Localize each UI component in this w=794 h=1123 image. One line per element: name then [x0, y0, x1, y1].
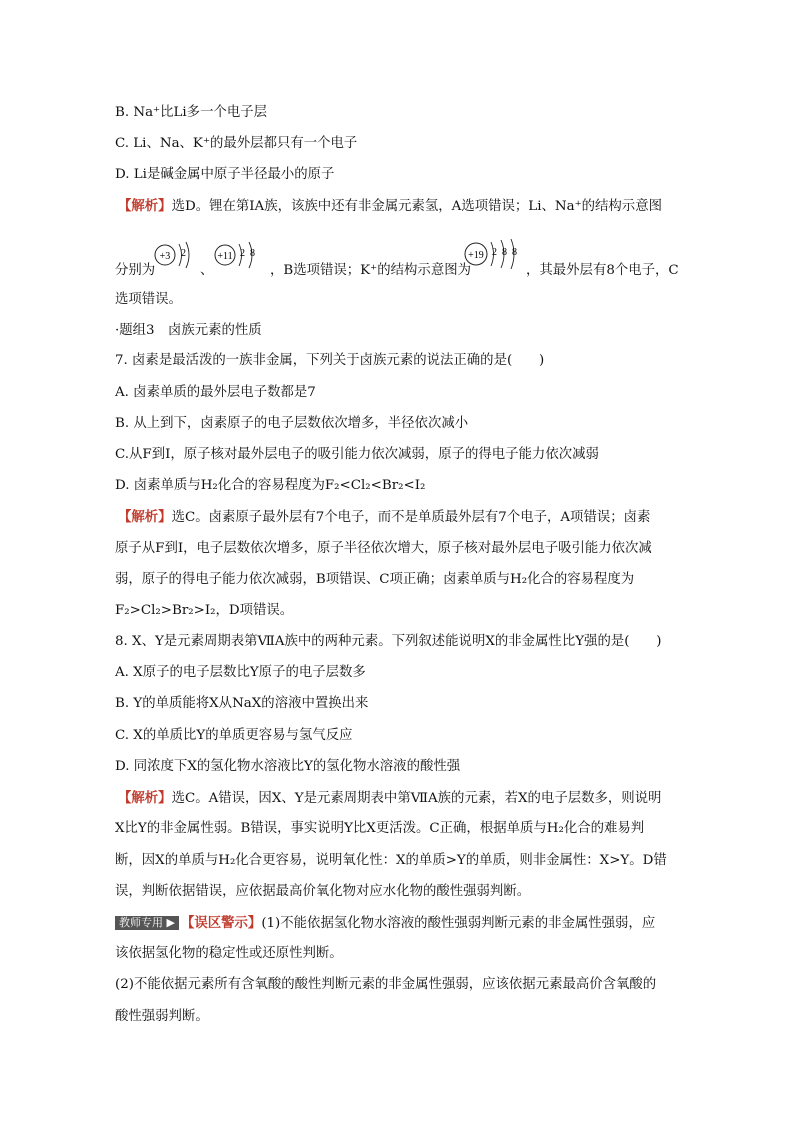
q8-analysis-line-4: 误，判断依据错误，应依据最高价氧化物对应水化物的酸性强弱判断。 [115, 884, 531, 899]
teacher-note-line-1 [115, 914, 655, 933]
svg-text:+3: +3 [159, 251, 171, 262]
play-icon: ▶ [166, 916, 175, 929]
q6-analysis-sep: 、 [200, 263, 214, 278]
q7-option-a: A. 卤素单质的最外层电子数都是7 [115, 385, 316, 400]
li-atom-structure-diagram [152, 238, 200, 272]
group-3-title: ·题组3 卤族元素的性质 [115, 323, 262, 338]
q8-analysis-line-1 [118, 789, 661, 808]
q7-analysis-line-4: F₂>Cl₂>Br₂>I₂，D项错误。 [115, 603, 294, 618]
svg-text:+11: +11 [217, 251, 233, 262]
q6-analysis-line-1 [118, 197, 662, 216]
q6-option-c: C. Li、Na、K⁺的最外层都只有一个电子 [115, 136, 358, 151]
q8-option-b: B. Y的单质能将X从NaX的溶液中置换出来 [115, 696, 369, 711]
na-ion-structure-diagram [212, 238, 268, 272]
analysis-text: 选D。锂在第ⅠA族，该族中还有非金属元素氢，A选项错误；Li、Na⁺的结构示意图 [171, 199, 662, 214]
svg-text:+19: +19 [468, 250, 484, 261]
teacher-note-line-2: 该依据氢化物的稳定性或还原性判断。 [115, 946, 343, 961]
analysis-tag: 【解析】 [118, 509, 172, 525]
svg-text:2: 2 [492, 247, 497, 258]
svg-text:2: 2 [181, 248, 186, 259]
analysis-tag: 【解析】 [118, 790, 172, 806]
q8-analysis-line-3: 断，因X的单质与H₂化合更容易，说明氧化性：X的单质>Y的单质，则非金属性：X>Y。D错 [115, 853, 667, 868]
q6-analysis-line-2 [115, 262, 155, 280]
q6-option-b: B. Na⁺比Li多一个电子层 [115, 105, 268, 120]
q6-analysis-line-2d: ，其最外层有8个电子，C [526, 263, 679, 278]
q8-option-c: C. X的单质比Y的单质更容易与氢气反应 [115, 728, 353, 743]
q6-option-d: D. Li是碱金属中原子半径最小的原子 [115, 167, 335, 182]
k-ion-structure-diagram [462, 236, 526, 272]
analysis-tag: 【解析】 [118, 198, 172, 214]
analysis-text: 选C。A错误，因X、Y是元素周期表中第ⅦA族的元素，若X的电子层数多，则说明 [171, 791, 662, 806]
teacher-note-line-4: 酸性强弱判断。 [115, 1009, 209, 1024]
svg-text:2: 2 [240, 248, 245, 259]
q8-stem: 8. X、Y是元素周期表第ⅦA族中的两种元素。下列叙述能说明X的非金属性比Y强的是( ) [115, 634, 662, 649]
teacher-note-line-3: (2)不能依据元素所有含氧酸的酸性判断元素的非金属性强弱，应该依据元素最高价含氧酸的 [115, 977, 657, 992]
q8-option-a: A. X原子的电子层数比Y原子的电子层数多 [115, 665, 366, 680]
svg-text:8: 8 [502, 247, 507, 258]
teacher-only-badge: 教师专用 ▶ [115, 916, 179, 930]
q7-option-c: C.从F到I，原子核对最外层电子的吸引能力依次减弱，原子的得电子能力依次减弱 [115, 447, 599, 462]
q7-option-d: D. 卤素单质与H₂化合的容易程度为F₂<Cl₂<Br₂<I₂ [115, 478, 426, 493]
q6-analysis-line-2c: ，B选项错误；K⁺的结构示意图为 [270, 263, 471, 278]
svg-text:8: 8 [250, 248, 255, 259]
svg-text:8: 8 [512, 247, 517, 258]
q7-analysis-line-1 [118, 508, 650, 527]
q7-stem: 7. 卤素是最活泼的一族非金属，下列关于卤族元素的说法正确的是( ) [115, 353, 545, 368]
analysis-text: 分别为 [115, 263, 156, 278]
q8-analysis-line-2: X比Y的非金属性弱。B错误，事实说明Y比X更活泼。C正确，根据单质与H₂化合的难易判 [115, 821, 645, 836]
q7-analysis-line-3: 弱，原子的得电子能力依次减弱，B项错误、C项正确；卤素单质与H₂化合的容易程度为 [115, 572, 635, 587]
q6-analysis-line-3: 选项错误。 [115, 292, 182, 307]
q7-option-b: B. 从上到下，卤素原子的电子层数依次增多，半径依次减小 [115, 416, 469, 431]
q7-analysis-line-2: 原子从F到I，电子层数依次增多，原子半径依次增大，原子核对最外层电子吸引能力依次减 [115, 541, 652, 556]
teacher-note-text: (1)不能依据氢化物水溶液的酸性强弱判断元素的非金属性强弱，应 [261, 916, 656, 931]
pitfall-tag: 【误区警示】 [180, 915, 262, 931]
analysis-text: 选C。卤素原子最外层有7个电子，而不是单质最外层有7个电子，A项错误；卤素 [171, 510, 651, 525]
q8-option-d: D. 同浓度下X的氢化物水溶液比Y的氢化物水溶液的酸性强 [115, 759, 461, 774]
